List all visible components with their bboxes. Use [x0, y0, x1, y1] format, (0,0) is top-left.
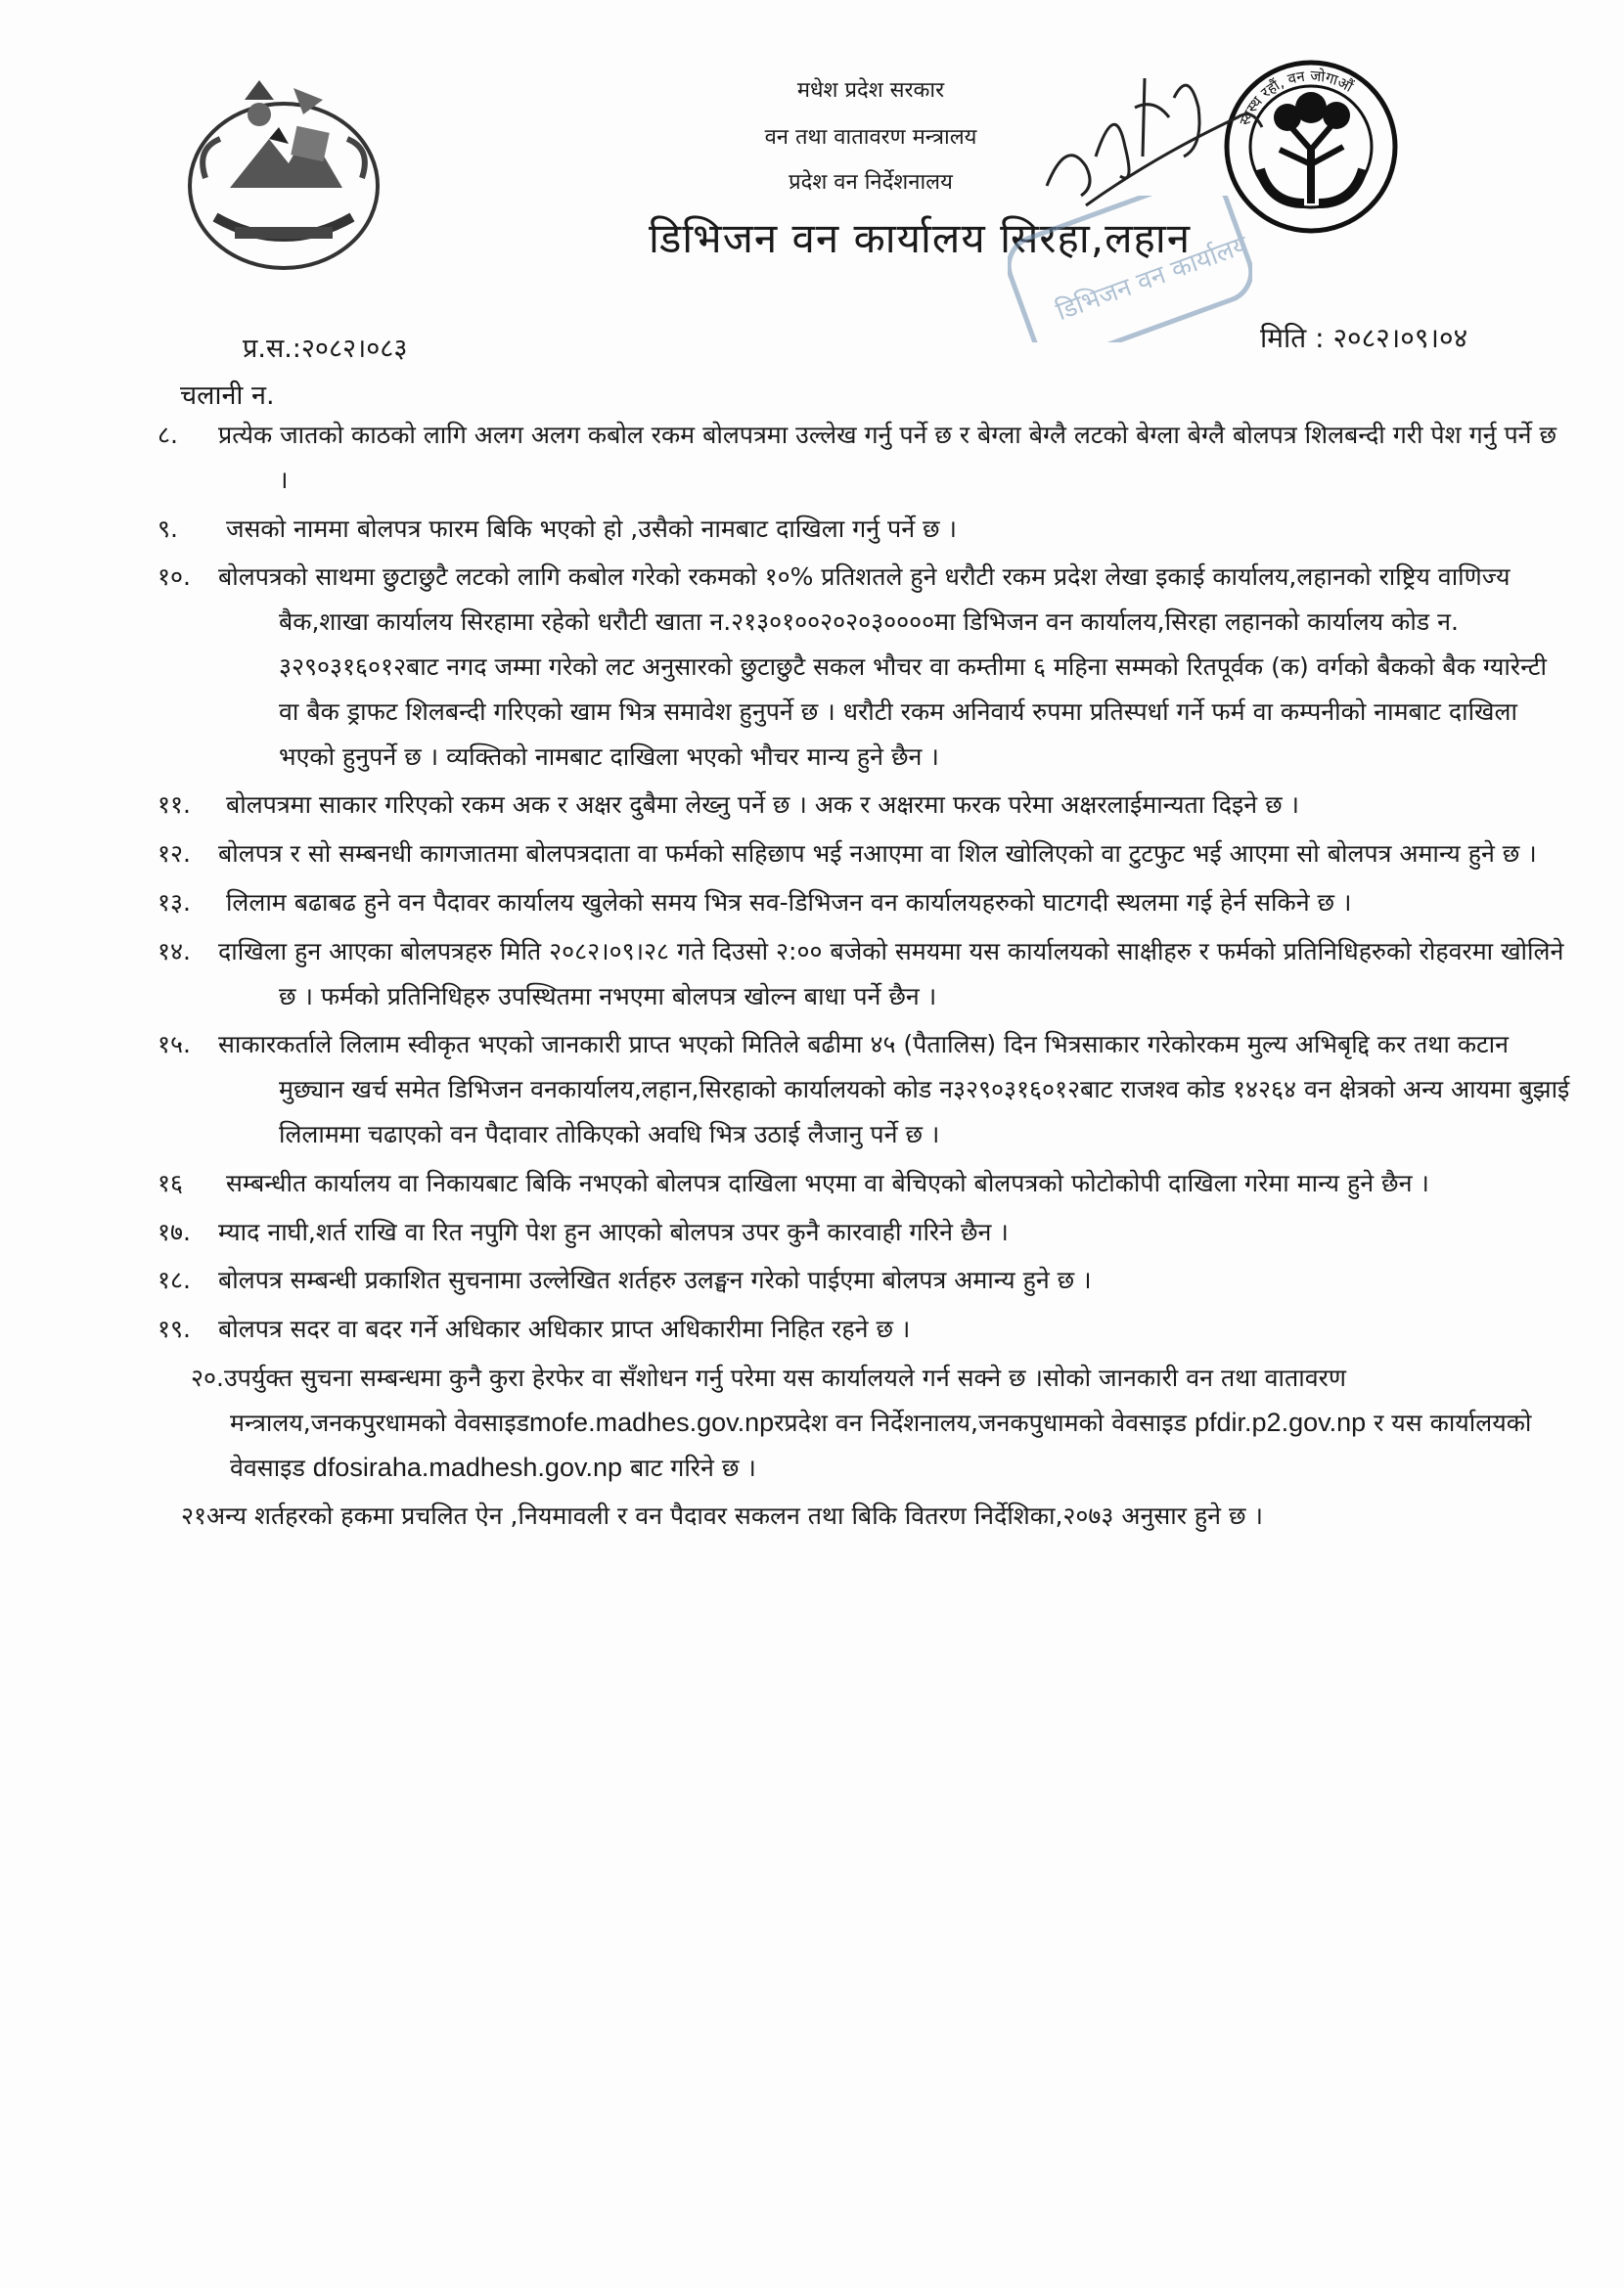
- condition-item: १२. बोलपत्र र सो सम्बनधी कागजातमा बोलपत्रदाता वा फर्मको सहिछाप भई नआएमा वा शिल खोलिएको वा टुटफुट भई आएमा सो बोलपत्र अमान्य हुने छ ।: [158, 839, 1537, 869]
- condition-item: १५. साकारकर्ताले लिलाम स्वीकृत भएको जानकारी प्राप्त भएको मितिले बढीमा ४५ (पैतालिस) दिन भित्रसाकार गरेकोरकम मुल्य अभिबृद्दि कर तथा कटान मुछ्यान खर्च समेत डिभिजन वनकार्यालय,लहान,सिरहाको कार्यालयको कोड न३२९०३१६०१२बाट राजश्व कोड १४२६४ वन क्षेत्रको अन्य आयमा बुझाई लिलाममा चढाएको वन पैदावार तोकिएको अवधि भित्र उठाई लैजानु पर्ने छ ।: [158, 1030, 1570, 1148]
- condition-item: १८. बोलपत्र सम्बन्धी प्रकाशित सुचनामा उल्लेखित शर्तहरु उलङ्घन गरेको पाईएमा बोलपत्र अमान्य हुने छ ।: [158, 1266, 1092, 1295]
- condition-item: १६ सम्बन्धीत कार्यालय वा निकायबाट बिकि नभएको बोलपत्र दाखिला भएमा वा बेचिएको बोलपत्रको फोटोकोपी दाखिला गरेमा मान्य हुने छैन ।: [158, 1168, 1429, 1197]
- letter-date: मिति : २०८२।०९।०४: [1260, 322, 1468, 354]
- office-stamp-icon: [1008, 196, 1252, 342]
- condition-item: १०. बोलपत्रको साथमा छुटाछुटै लटको लागि कबोल गरेको रकमको १०% प्रतिशतले हुने धरौटी रकम प्रदेश लेखा इकाई कार्यालय,लहानको राष्ट्रिय वाणिज्य बैक,शाखा कार्यालय सिरहामा रहेको धरौटी खाता न.२१३०१००२०२०३००००मा डिभिजन वन कार्यालय,सिरहा लहानको कार्यालय कोड न. ३२९०३१६०१२बाट नगद जम्मा गरेको लट अनुसारको छुटाछुटै सकल भौचर वा कम्तीमा ६ महिना सम्मको रितपूर्वक (क) वर्गको बैकको बैक ग्यारेन्टी वा बैक ड्राफट शिलबन्दी गरिएको खाम भित्र समावेश हुनुपर्ने छ । धरौटी रकम अनिवार्य रुपमा प्रतिस्पर्धा गर्ने फर्म वा कम्पनीको नामबाट दाखिला भएको हुनुपर्ने छ । व्यक्तिको नामबाट दाखिला भएको भौचर मान्य हुने छैन ।: [158, 562, 1547, 771]
- website-link-mofe[interactable]: mofe.madhes.gov.np: [529, 1407, 775, 1437]
- condition-item: १९. बोलपत्र सदर वा बदर गर्ने अधिकार अधिकार प्राप्त अधिकारीमा निहित रहने छ ।: [158, 1315, 911, 1344]
- condition-item: ११. बोलपत्रमा साकार गरिएको रकम अक र अक्षर दुबैमा लेख्नु पर्ने छ । अक र अक्षरमा फरक परेमा अक्षरलाईमान्यता दिइने छ ।: [158, 790, 1300, 820]
- dispatch-number: चलानी न.: [180, 381, 275, 411]
- condition-item: २१अन्य शर्तहरको हकमा प्रचलित ऐन ,नियमावली र वन पैदावर सकलन तथा बिकि वितरण निर्देशिका,२०७३ अनुसार हुने छ ।: [181, 1502, 1263, 1531]
- condition-item: १७. म्याद नाघी,शर्त राखि वा रित नपुगि पेश हुन आएको बोलपत्र उपर कुनै कारवाही गरिने छैन ।: [158, 1217, 1009, 1246]
- website-link-dfo[interactable]: dfosiraha.madhesh.gov.np: [312, 1452, 622, 1482]
- tender-conditions-list: [158, 413, 1570, 1543]
- reference-number: प्र.स.:२०८२।०८३: [243, 334, 408, 364]
- header-directorate: प्रदेश वन निर्देशनालय: [789, 170, 953, 195]
- logo-text: स्वस्थ रहौं, वन जोगाऔं: [1236, 67, 1357, 128]
- condition-item: १४. दाखिला हुन आएका बोलपत्रहरु मिति २०८२।०९।२८ गते दिउसो २:०० बजेको समयमा यस कार्यालयको साक्षीहरु र फर्मको प्रतिनिधिहरुको रोहवरमा खोलिने छ । फर्मको प्रतिनिधिहरु उपस्थितमा नभएमा बोलपत्र खोल्न बाधा पर्ने छैन ।: [158, 936, 1564, 1010]
- office-name-title: डिभिजन वन कार्यालय सिरहा,लहान: [648, 214, 1192, 262]
- condition-item: ८. प्रत्येक जातको काठको लागि अलग अलग कबोल रकम बोलपत्रमा उल्लेख गर्नु पर्ने छ र बेग्ला बेग्लै लटको बेग्ला बेग्लै बोलपत्र शिलबन्दी गरी पेश गर्नु पर्ने छ ।: [158, 421, 1557, 494]
- handwritten-signature-icon: [1027, 39, 1272, 215]
- condition-item-websites: २०.उपर्युक्त सुचना सम्बन्धमा कुनै कुरा हेरफेर वा सँशोधन गर्नु परेमा यस कार्यालयले गर्न सक्ने छ ।सोको जानकारी वन तथा वातावरण मन्त्रालय,जनकपुरधामको वेवसाइडmofe.madhes.gov.npरप्रदेश वन निर्देशनालय,जनकपुधामको वेवसाइड pfdir.p2.gov.np र यस कार्यालयको वेवसाइड dfosiraha.madhesh.gov.np बाट गरिने छ ।: [191, 1363, 1532, 1482]
- condition-item: ९. जसको नाममा बोलपत्र फारम बिकि भएको हो ,उसैको नामबाट दाखिला गर्नु पर्ने छ ।: [158, 514, 957, 543]
- condition-item: १३. लिलाम बढाबढ हुने वन पैदावर कार्यालय खुलेको समय भित्र सव-डिभिजन वन कार्यालयहरुको घाटगदी स्थलमा गई हेर्न सकिने छ ।: [158, 887, 1352, 917]
- header-ministry: वन तथा वातावरण मन्त्रालय: [764, 125, 977, 150]
- header-province-government: मधेश प्रदेश सरकार: [796, 78, 945, 103]
- stamp-text: डिभिजन वन कार्यालय: [1052, 230, 1252, 328]
- website-link-pfdir[interactable]: pfdir.p2.gov.np: [1195, 1407, 1367, 1437]
